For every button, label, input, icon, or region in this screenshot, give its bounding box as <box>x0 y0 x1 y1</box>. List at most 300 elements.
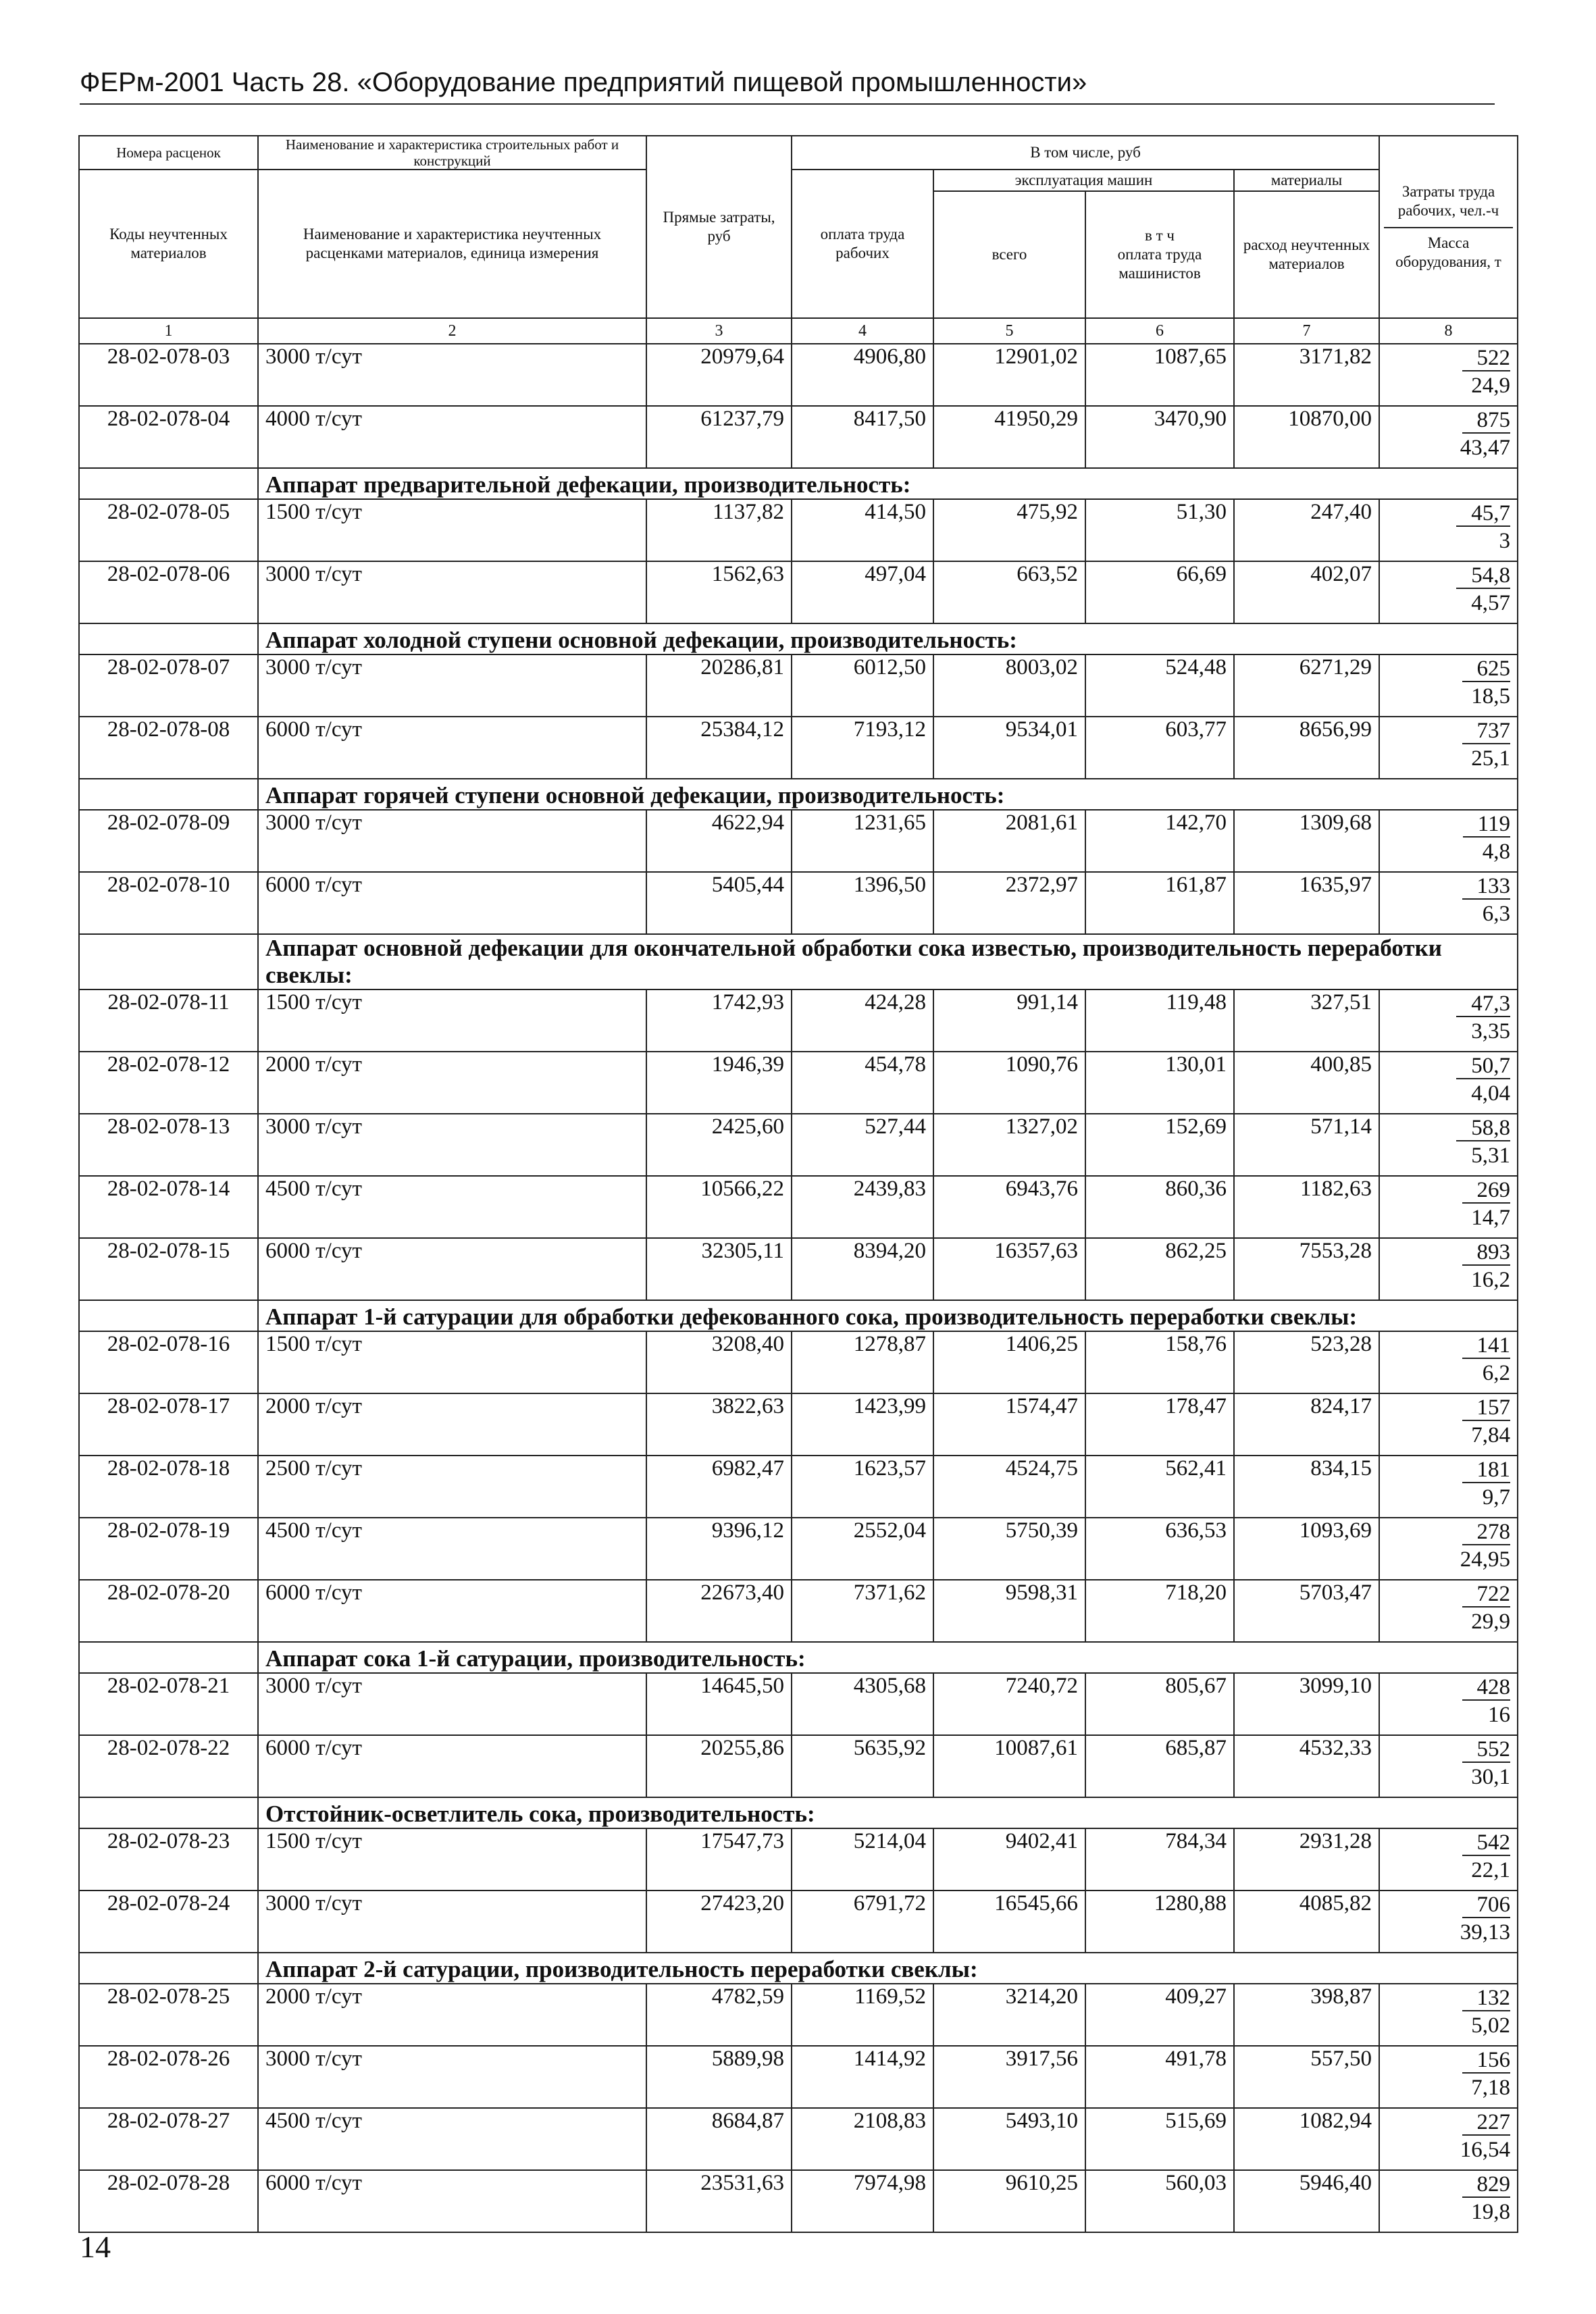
cell-wages: 7974,98 <box>792 2170 933 2232</box>
cell-machines: 9610,25 <box>933 2170 1085 2232</box>
cell-code: 28-02-078-23 <box>79 1828 258 1891</box>
cell-operators: 1280,88 <box>1085 1891 1234 1953</box>
cell-code: 28-02-078-17 <box>79 1393 258 1456</box>
header-wages: оплата труда рабочих <box>792 170 933 318</box>
cell-labor: 722 <box>1462 1582 1511 1608</box>
cell-code: 28-02-078-16 <box>79 1331 258 1393</box>
cell-materials: 1182,63 <box>1234 1176 1379 1238</box>
header-operator-wages <box>1085 191 1234 318</box>
header-name-works: Наименование и характеристика строительных работ и конструкций <box>258 136 646 170</box>
table-row <box>79 406 1518 468</box>
cell-code: 28-02-078-14 <box>79 1176 258 1238</box>
cell-machines: 5493,10 <box>933 2108 1085 2170</box>
cell-code: 28-02-078-18 <box>79 1456 258 1518</box>
table-body <box>79 344 1518 2232</box>
cell-labor: 157 <box>1462 1395 1511 1421</box>
cell-name: 6000 т/сут <box>258 872 646 934</box>
cell-operators: 51,30 <box>1085 499 1234 561</box>
cell-labor: 181 <box>1462 1458 1511 1483</box>
cell-labor: 875 <box>1462 408 1511 434</box>
header-machines: эксплуатация машин <box>933 170 1234 191</box>
cell-mass: 29,9 <box>1471 1610 1511 1634</box>
table-row <box>79 654 1518 717</box>
table-row <box>79 1518 1518 1580</box>
cell-name: 3000 т/сут <box>258 810 646 872</box>
column-number: 3 <box>646 318 792 344</box>
cell-labor-mass <box>1379 810 1518 872</box>
cell-direct: 10566,22 <box>646 1176 792 1238</box>
section-title: Отстойник-осветлитель сока, производительность: <box>258 1797 1518 1828</box>
cell-labor-mass <box>1379 1114 1518 1176</box>
cell-machines: 9534,01 <box>933 717 1085 779</box>
cell-name: 4500 т/сут <box>258 2108 646 2170</box>
cell-mass: 14,7 <box>1471 1206 1511 1230</box>
table-row <box>79 717 1518 779</box>
cell-materials: 3099,10 <box>1234 1673 1379 1735</box>
cell-mass: 16,54 <box>1460 2138 1511 2162</box>
cell-code: 28-02-078-19 <box>79 1518 258 1580</box>
column-number: 8 <box>1379 318 1518 344</box>
cell-mass: 5,02 <box>1471 2013 1511 2038</box>
cell-materials: 398,87 <box>1234 1984 1379 2046</box>
header-direct-costs: Прямые затраты, руб <box>646 136 792 318</box>
header-mass: Масса оборудования, т <box>1395 234 1501 270</box>
cell-labor-mass <box>1379 1052 1518 1114</box>
column-number: 5 <box>933 318 1085 344</box>
cell-machines: 41950,29 <box>933 406 1085 468</box>
cell-operators: 178,47 <box>1085 1393 1234 1456</box>
cell-direct: 5889,98 <box>646 2046 792 2108</box>
header-operator-wages-label: оплата труда машинистов <box>1117 246 1202 282</box>
table-row <box>79 1891 1518 1953</box>
table-row <box>79 1580 1518 1642</box>
cell-labor-mass <box>1379 989 1518 1052</box>
cell-code: 28-02-078-09 <box>79 810 258 872</box>
header-name-materials: Наименование и характеристика неучтенных расценками материалов, единица измерения <box>258 170 646 318</box>
cell-direct: 9396,12 <box>646 1518 792 1580</box>
cell-mass: 6,2 <box>1482 1361 1511 1385</box>
cell-code: 28-02-078-04 <box>79 406 258 468</box>
cell-name: 3000 т/сут <box>258 654 646 717</box>
cell-labor-mass <box>1379 1673 1518 1735</box>
cell-direct: 5405,44 <box>646 872 792 934</box>
cell-labor-mass <box>1379 561 1518 623</box>
section-empty-cell <box>79 1953 258 1984</box>
table-row <box>79 810 1518 872</box>
cell-materials: 1093,69 <box>1234 1518 1379 1580</box>
table-header <box>79 136 1518 344</box>
cell-name: 3000 т/сут <box>258 344 646 406</box>
cell-labor: 156 <box>1462 2048 1511 2074</box>
cell-labor-mass <box>1379 499 1518 561</box>
cell-labor: 552 <box>1462 1737 1511 1763</box>
cell-operators: 862,25 <box>1085 1238 1234 1300</box>
cell-direct: 1946,39 <box>646 1052 792 1114</box>
section-empty-cell <box>79 1300 258 1331</box>
cell-name: 3000 т/сут <box>258 1891 646 1953</box>
cell-mass: 30,1 <box>1471 1765 1511 1789</box>
cell-materials: 4532,33 <box>1234 1735 1379 1797</box>
cell-labor: 58,8 <box>1456 1116 1510 1141</box>
cell-labor-mass <box>1379 1393 1518 1456</box>
cell-code: 28-02-078-25 <box>79 1984 258 2046</box>
cell-labor: 893 <box>1462 1240 1511 1266</box>
cell-name: 2000 т/сут <box>258 1052 646 1114</box>
cell-operators: 805,67 <box>1085 1673 1234 1735</box>
cell-materials: 571,14 <box>1234 1114 1379 1176</box>
cell-materials: 1635,97 <box>1234 872 1379 934</box>
table-row <box>79 1984 1518 2046</box>
cell-name: 1500 т/сут <box>258 1331 646 1393</box>
cell-operators: 119,48 <box>1085 989 1234 1052</box>
cell-mass: 43,47 <box>1460 436 1511 460</box>
cell-machines: 7240,72 <box>933 1673 1085 1735</box>
cell-labor: 141 <box>1462 1333 1511 1359</box>
cell-machines: 1327,02 <box>933 1114 1085 1176</box>
cell-code: 28-02-078-12 <box>79 1052 258 1114</box>
cell-labor-mass <box>1379 872 1518 934</box>
cell-mass: 22,1 <box>1471 1858 1511 1882</box>
cell-name: 3000 т/сут <box>258 561 646 623</box>
section-empty-cell <box>79 1797 258 1828</box>
cell-materials: 3171,82 <box>1234 344 1379 406</box>
column-numbers-row <box>79 318 1518 344</box>
cell-wages: 1423,99 <box>792 1393 933 1456</box>
cell-name: 6000 т/сут <box>258 717 646 779</box>
cell-name: 1500 т/сут <box>258 989 646 1052</box>
cell-name: 2000 т/сут <box>258 1984 646 2046</box>
cell-labor: 269 <box>1462 1178 1511 1204</box>
cell-operators: 636,53 <box>1085 1518 1234 1580</box>
header-labor: Затраты труда рабочих, чел.-ч <box>1384 182 1513 228</box>
cell-mass: 4,8 <box>1482 840 1511 864</box>
cell-name: 3000 т/сут <box>258 1673 646 1735</box>
cell-materials: 400,85 <box>1234 1052 1379 1114</box>
section-empty-cell <box>79 934 258 989</box>
cell-mass: 7,84 <box>1471 1423 1511 1447</box>
section-row <box>79 1953 1518 1984</box>
cell-direct: 20255,86 <box>646 1735 792 1797</box>
table-row <box>79 344 1518 406</box>
cell-name: 2500 т/сут <box>258 1456 646 1518</box>
cell-labor-mass <box>1379 1518 1518 1580</box>
section-empty-cell <box>79 1642 258 1673</box>
cell-operators: 66,69 <box>1085 561 1234 623</box>
cell-operators: 409,27 <box>1085 1984 1234 2046</box>
cell-code: 28-02-078-24 <box>79 1891 258 1953</box>
cell-direct: 1742,93 <box>646 989 792 1052</box>
header-total: всего <box>933 191 1085 318</box>
cell-mass: 4,57 <box>1471 591 1511 615</box>
cell-direct: 61237,79 <box>646 406 792 468</box>
cell-machines: 9402,41 <box>933 1828 1085 1891</box>
cell-wages: 8417,50 <box>792 406 933 468</box>
cell-direct: 4622,94 <box>646 810 792 872</box>
cell-code: 28-02-078-22 <box>79 1735 258 1797</box>
page-number: 14 <box>80 2230 111 2264</box>
cell-wages: 4305,68 <box>792 1673 933 1735</box>
cell-labor-mass <box>1379 1828 1518 1891</box>
cell-mass: 18,5 <box>1471 684 1511 709</box>
cell-wages: 527,44 <box>792 1114 933 1176</box>
section-row <box>79 934 1518 989</box>
cell-labor-mass <box>1379 406 1518 468</box>
cell-labor: 278 <box>1462 1520 1511 1545</box>
cell-operators: 784,34 <box>1085 1828 1234 1891</box>
cell-operators: 491,78 <box>1085 2046 1234 2108</box>
cell-mass: 25,1 <box>1471 746 1511 771</box>
header-codes: Коды неучтенных материалов <box>79 170 258 318</box>
cell-direct: 1137,82 <box>646 499 792 561</box>
cell-mass: 6,3 <box>1482 902 1511 926</box>
cell-machines: 12901,02 <box>933 344 1085 406</box>
cell-direct: 32305,11 <box>646 1238 792 1300</box>
rates-table <box>78 135 1518 2233</box>
cell-wages: 1231,65 <box>792 810 933 872</box>
column-number: 7 <box>1234 318 1379 344</box>
cell-labor: 542 <box>1462 1830 1511 1856</box>
cell-machines: 6943,76 <box>933 1176 1085 1238</box>
cell-wages: 424,28 <box>792 989 933 1052</box>
cell-direct: 23531,63 <box>646 2170 792 2232</box>
cell-wages: 2552,04 <box>792 1518 933 1580</box>
cell-labor-mass <box>1379 1331 1518 1393</box>
cell-operators: 718,20 <box>1085 1580 1234 1642</box>
cell-labor: 227 <box>1462 2110 1511 2136</box>
cell-machines: 663,52 <box>933 561 1085 623</box>
cell-materials: 5703,47 <box>1234 1580 1379 1642</box>
cell-wages: 6012,50 <box>792 654 933 717</box>
cell-machines: 8003,02 <box>933 654 1085 717</box>
cell-operators: 161,87 <box>1085 872 1234 934</box>
cell-labor-mass <box>1379 2170 1518 2232</box>
cell-materials: 557,50 <box>1234 2046 1379 2108</box>
cell-labor-mass <box>1379 344 1518 406</box>
cell-mass: 9,7 <box>1482 1485 1511 1510</box>
cell-labor-mass <box>1379 1580 1518 1642</box>
cell-mass: 24,9 <box>1471 374 1511 398</box>
cell-code: 28-02-078-13 <box>79 1114 258 1176</box>
section-empty-cell <box>79 468 258 499</box>
cell-machines: 1090,76 <box>933 1052 1085 1114</box>
cell-labor-mass <box>1379 654 1518 717</box>
cell-operators: 560,03 <box>1085 2170 1234 2232</box>
header-including: В том числе, руб <box>792 136 1379 170</box>
section-title: Аппарат основной дефекации для окончательной обработки сока известью, производительность переработки свеклы: <box>258 934 1518 989</box>
cell-materials: 834,15 <box>1234 1456 1379 1518</box>
cell-name: 6000 т/сут <box>258 1735 646 1797</box>
table-row <box>79 872 1518 934</box>
section-title: Аппарат 1-й сатурации для обработки дефекованного сока, производительность переработки свеклы: <box>258 1300 1518 1331</box>
cell-wages: 8394,20 <box>792 1238 933 1300</box>
table-row <box>79 561 1518 623</box>
section-row <box>79 468 1518 499</box>
cell-direct: 20286,81 <box>646 654 792 717</box>
cell-machines: 4524,75 <box>933 1456 1085 1518</box>
cell-operators: 158,76 <box>1085 1331 1234 1393</box>
cell-materials: 1082,94 <box>1234 2108 1379 2170</box>
cell-direct: 2425,60 <box>646 1114 792 1176</box>
cell-direct: 14645,50 <box>646 1673 792 1735</box>
cell-labor-mass <box>1379 2046 1518 2108</box>
table-row <box>79 2046 1518 2108</box>
table-row <box>79 1052 1518 1114</box>
cell-materials: 6271,29 <box>1234 654 1379 717</box>
cell-wages: 2439,83 <box>792 1176 933 1238</box>
cell-materials: 402,07 <box>1234 561 1379 623</box>
table-row <box>79 1114 1518 1176</box>
cell-materials: 247,40 <box>1234 499 1379 561</box>
cell-direct: 17547,73 <box>646 1828 792 1891</box>
cell-labor: 119 <box>1463 812 1510 838</box>
cell-name: 1500 т/сут <box>258 1828 646 1891</box>
cell-machines: 9598,31 <box>933 1580 1085 1642</box>
cell-wages: 7371,62 <box>792 1580 933 1642</box>
cell-wages: 4906,80 <box>792 344 933 406</box>
cell-name: 1500 т/сут <box>258 499 646 561</box>
cell-direct: 1562,63 <box>646 561 792 623</box>
cell-direct: 25384,12 <box>646 717 792 779</box>
cell-mass: 19,8 <box>1471 2200 1511 2224</box>
cell-name: 6000 т/сут <box>258 1580 646 1642</box>
cell-mass: 3,35 <box>1471 1019 1511 1044</box>
cell-operators: 603,77 <box>1085 717 1234 779</box>
cell-labor-mass <box>1379 1984 1518 2046</box>
header-incl: в т ч <box>1145 227 1175 244</box>
cell-direct: 3208,40 <box>646 1331 792 1393</box>
cell-mass: 3 <box>1499 529 1511 553</box>
cell-materials: 2931,28 <box>1234 1828 1379 1891</box>
cell-operators: 130,01 <box>1085 1052 1234 1114</box>
table-row <box>79 1393 1518 1456</box>
cell-mass: 7,18 <box>1471 2076 1511 2100</box>
cell-direct: 8684,87 <box>646 2108 792 2170</box>
section-row <box>79 779 1518 810</box>
cell-labor: 428 <box>1462 1675 1511 1701</box>
cell-mass: 24,95 <box>1460 1547 1511 1572</box>
cell-labor: 133 <box>1462 874 1511 900</box>
cell-code: 28-02-078-08 <box>79 717 258 779</box>
table-row <box>79 1176 1518 1238</box>
cell-code: 28-02-078-03 <box>79 344 258 406</box>
cell-code: 28-02-078-06 <box>79 561 258 623</box>
cell-labor-mass <box>1379 1891 1518 1953</box>
cell-labor: 54,8 <box>1456 563 1510 589</box>
section-title: Аппарат предварительной дефекации, производительность: <box>258 468 1518 499</box>
cell-direct: 22673,40 <box>646 1580 792 1642</box>
section-title: Аппарат 2-й сатурации, производительность переработки свеклы: <box>258 1953 1518 1984</box>
cell-machines: 1574,47 <box>933 1393 1085 1456</box>
table-row <box>79 499 1518 561</box>
cell-code: 28-02-078-26 <box>79 2046 258 2108</box>
cell-code: 28-02-078-28 <box>79 2170 258 2232</box>
cell-labor: 50,7 <box>1456 1054 1510 1079</box>
cell-machines: 16545,66 <box>933 1891 1085 1953</box>
cell-materials: 824,17 <box>1234 1393 1379 1456</box>
cell-machines: 1406,25 <box>933 1331 1085 1393</box>
cell-labor: 132 <box>1462 1986 1511 2011</box>
section-title: Аппарат горячей ступени основной дефекации, производительность: <box>258 779 1518 810</box>
cell-wages: 1278,87 <box>792 1331 933 1393</box>
cell-labor: 625 <box>1462 657 1511 682</box>
cell-operators: 1087,65 <box>1085 344 1234 406</box>
column-number: 4 <box>792 318 933 344</box>
cell-materials: 8656,99 <box>1234 717 1379 779</box>
cell-wages: 7193,12 <box>792 717 933 779</box>
cell-name: 4500 т/сут <box>258 1518 646 1580</box>
column-number: 1 <box>79 318 258 344</box>
cell-materials: 5946,40 <box>1234 2170 1379 2232</box>
section-empty-cell <box>79 779 258 810</box>
cell-labor-mass <box>1379 1238 1518 1300</box>
cell-labor-mass <box>1379 2108 1518 2170</box>
section-row <box>79 623 1518 654</box>
cell-direct: 3822,63 <box>646 1393 792 1456</box>
section-empty-cell <box>79 623 258 654</box>
header-unaccounted: расход неучтенных материалов <box>1234 191 1379 318</box>
cell-labor: 522 <box>1462 346 1511 371</box>
cell-machines: 2081,61 <box>933 810 1085 872</box>
cell-labor-mass <box>1379 717 1518 779</box>
cell-machines: 3917,56 <box>933 2046 1085 2108</box>
cell-machines: 10087,61 <box>933 1735 1085 1797</box>
section-title: Аппарат холодной ступени основной дефекации, производительность: <box>258 623 1518 654</box>
cell-machines: 2372,97 <box>933 872 1085 934</box>
cell-wages: 454,78 <box>792 1052 933 1114</box>
cell-code: 28-02-078-15 <box>79 1238 258 1300</box>
cell-wages: 5635,92 <box>792 1735 933 1797</box>
cell-machines: 475,92 <box>933 499 1085 561</box>
cell-operators: 515,69 <box>1085 2108 1234 2170</box>
cell-wages: 1169,52 <box>792 1984 933 2046</box>
cell-mass: 5,31 <box>1471 1143 1511 1168</box>
header-rate-numbers: Номера расценок <box>79 136 258 170</box>
cell-materials: 327,51 <box>1234 989 1379 1052</box>
cell-machines: 5750,39 <box>933 1518 1085 1580</box>
cell-machines: 16357,63 <box>933 1238 1085 1300</box>
cell-code: 28-02-078-07 <box>79 654 258 717</box>
header-materials: материалы <box>1234 170 1379 191</box>
cell-operators: 562,41 <box>1085 1456 1234 1518</box>
cell-machines: 3214,20 <box>933 1984 1085 2046</box>
page-header: ФЕРм-2001 Часть 28. «Оборудование предприятий пищевой промышленности» <box>80 68 1495 105</box>
cell-wages: 6791,72 <box>792 1891 933 1953</box>
cell-name: 4500 т/сут <box>258 1176 646 1238</box>
cell-mass: 4,04 <box>1471 1081 1511 1106</box>
cell-labor-mass <box>1379 1735 1518 1797</box>
table-row <box>79 2108 1518 2170</box>
cell-wages: 497,04 <box>792 561 933 623</box>
cell-direct: 20979,64 <box>646 344 792 406</box>
table-row <box>79 989 1518 1052</box>
cell-operators: 3470,90 <box>1085 406 1234 468</box>
table-row <box>79 1238 1518 1300</box>
cell-mass: 39,13 <box>1460 1920 1511 1945</box>
table-row <box>79 1456 1518 1518</box>
table-row <box>79 1331 1518 1393</box>
cell-code: 28-02-078-10 <box>79 872 258 934</box>
table-row <box>79 1828 1518 1891</box>
cell-labor-mass <box>1379 1456 1518 1518</box>
cell-name: 4000 т/сут <box>258 406 646 468</box>
cell-operators: 685,87 <box>1085 1735 1234 1797</box>
cell-wages: 2108,83 <box>792 2108 933 2170</box>
cell-materials: 10870,00 <box>1234 406 1379 468</box>
cell-materials: 4085,82 <box>1234 1891 1379 1953</box>
cell-labor: 737 <box>1462 719 1511 744</box>
section-row <box>79 1300 1518 1331</box>
cell-code: 28-02-078-11 <box>79 989 258 1052</box>
